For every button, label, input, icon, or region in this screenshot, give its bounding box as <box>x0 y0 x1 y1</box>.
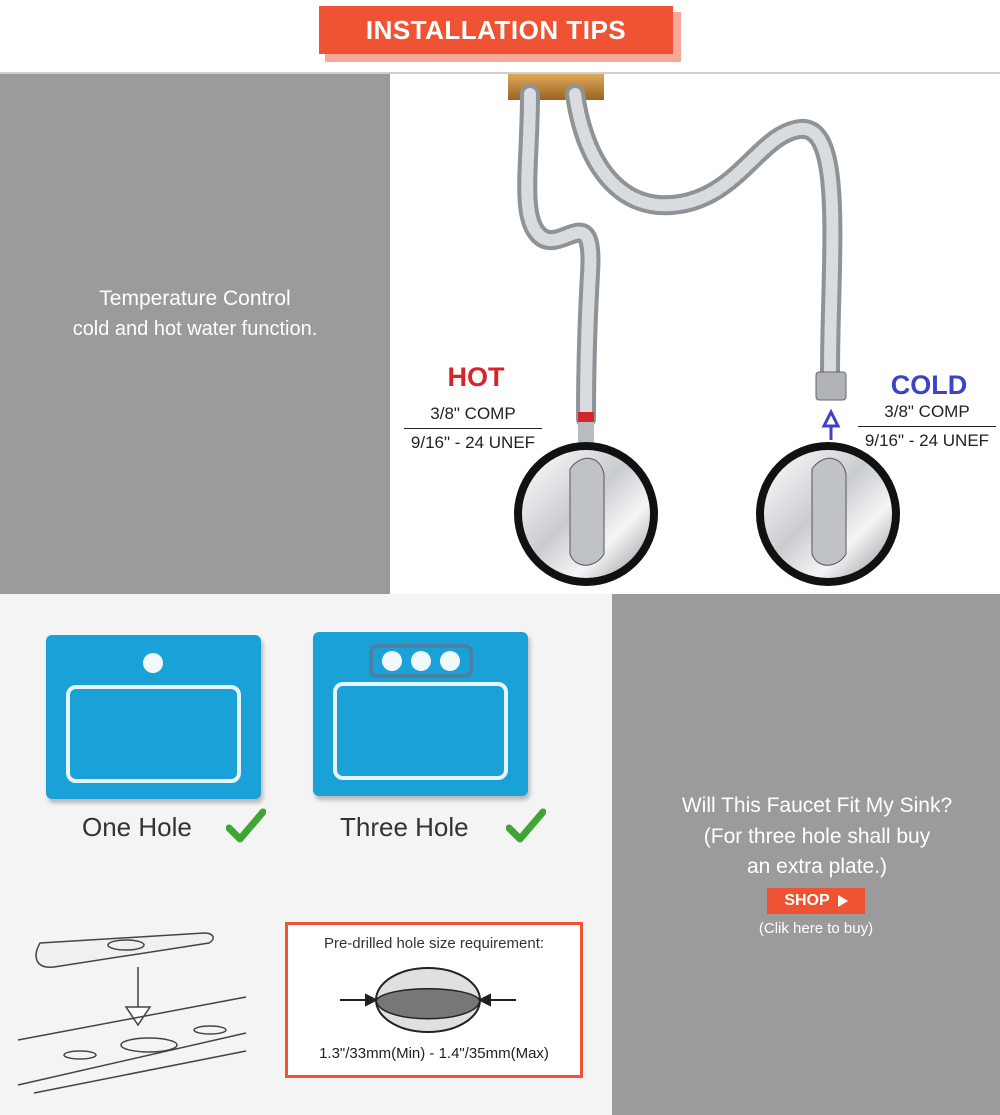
cold-nut <box>816 372 846 400</box>
three-hole-label: Three Hole <box>340 812 469 842</box>
fit-text <box>612 790 1000 882</box>
sink-basin <box>66 685 241 783</box>
cold-spec-bottom: 9/16" - 24 UNEF <box>864 431 990 450</box>
hose-diagram <box>390 74 1000 594</box>
header <box>0 0 1000 74</box>
check-icon <box>506 808 546 844</box>
one-hole-sink-icon <box>46 635 261 799</box>
sink-hole <box>143 653 163 673</box>
hole-size-range: 1.3"/33mm(Min) - 1.4"/35mm(Max) <box>319 1045 549 1062</box>
three-hole-sink-icon <box>313 632 528 796</box>
cold-spec-top: 3/8" COMP <box>858 402 996 427</box>
deck-plate-diagram <box>14 925 254 1100</box>
sink-hole <box>411 651 431 671</box>
shop-button-label: SHOP <box>784 892 830 909</box>
hole-size-box <box>285 922 583 1078</box>
click-note: (Clik here to buy) <box>758 920 874 937</box>
hole-size-title: Pre-drilled hole size requirement: <box>323 935 545 952</box>
sink-hole <box>440 651 460 671</box>
up-arrow-icon <box>824 412 838 440</box>
play-icon <box>838 895 848 907</box>
sink-hole <box>382 651 402 671</box>
fit-note-line1: (For three hole shall buy <box>703 825 931 848</box>
cold-valve <box>756 442 900 586</box>
page-title: INSTALLATION TIPS <box>319 6 673 54</box>
sink-basin <box>333 682 508 780</box>
hot-spec-bottom: 9/16" - 24 UNEF <box>410 433 536 452</box>
hot-label: HOT <box>447 362 505 392</box>
hole-diagram <box>338 965 518 1035</box>
fit-question: Will This Faucet Fit My Sink? <box>681 794 953 817</box>
cold-label: COLD <box>890 370 968 400</box>
braided-hoses <box>527 94 832 419</box>
shop-button[interactable] <box>767 888 865 914</box>
red-ring <box>578 412 594 422</box>
temperature-title: Temperature Control <box>99 287 291 310</box>
one-hole-label: One Hole <box>82 812 192 842</box>
check-icon <box>226 808 266 844</box>
hose-illustration <box>390 74 1000 594</box>
hot-spec-top: 3/8" COMP <box>404 404 542 429</box>
cold-spec <box>858 402 996 451</box>
fit-note-line2: an extra plate.) <box>746 855 888 878</box>
temperature-text <box>0 284 390 344</box>
hot-valve <box>514 442 658 586</box>
hot-spec <box>404 404 542 453</box>
temperature-subtitle: cold and hot water function. <box>72 318 318 340</box>
